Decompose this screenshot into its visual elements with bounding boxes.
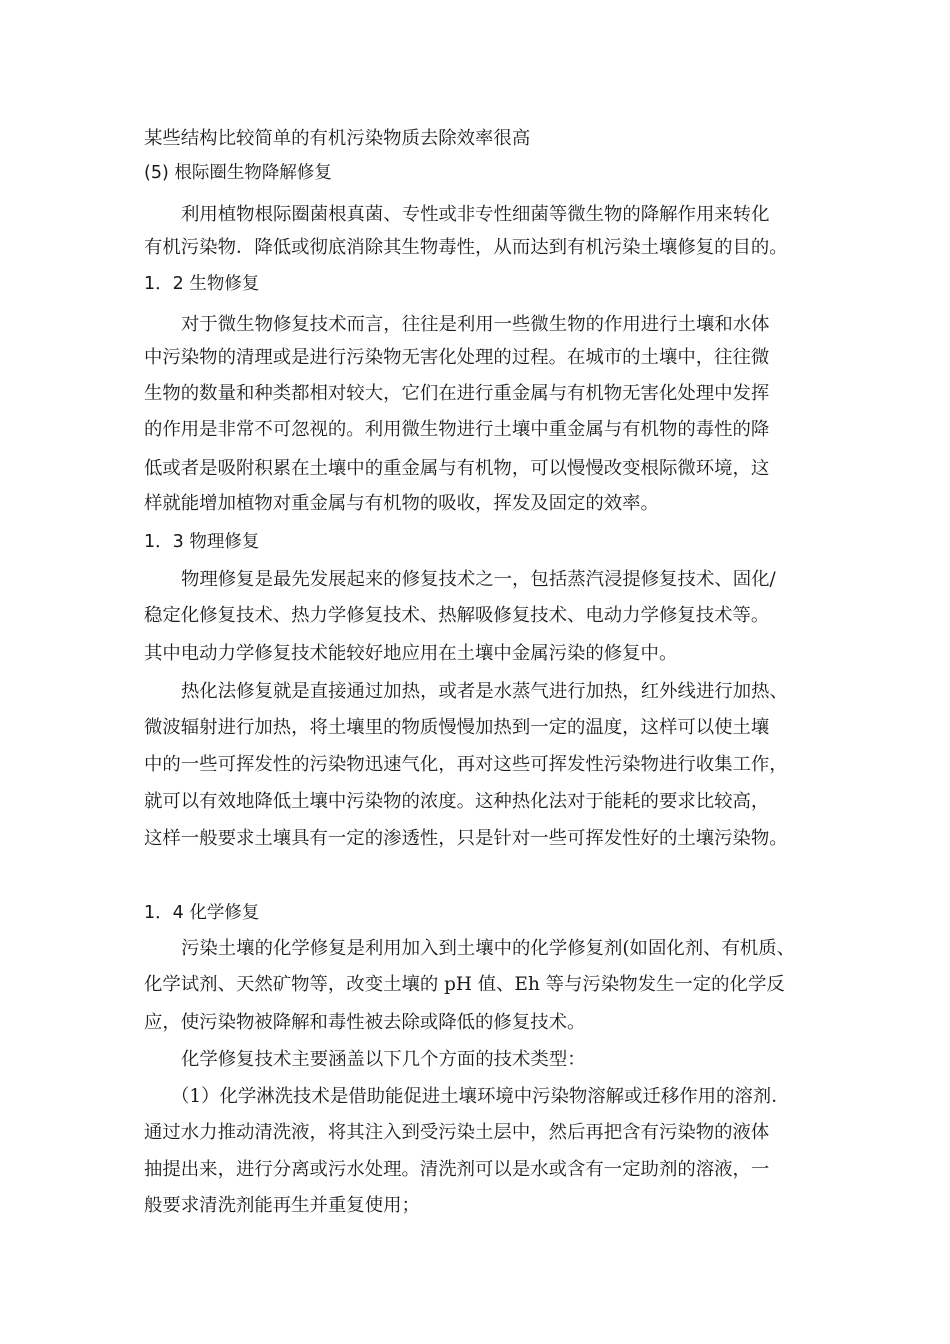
text-line: 有机污染物．降低或彻底消除其生物毒性，从而达到有机污染土壤修复的目的。 [144, 237, 788, 258]
section-heading-1-2: 1．2 生物修复 [144, 274, 260, 294]
text-line: 热化法修复就是直接通过加热，或者是水蒸气进行加热，红外线进行加热、 [181, 681, 788, 702]
text-line: 利用植物根际圈菌根真菌、专性或非专性细菌等微生物的降解作用来转化 [181, 204, 770, 225]
section-heading-5: (5) 根际圈生物降解修复 [144, 163, 332, 183]
text-line: 对于微生物修复技术而言，往往是利用一些微生物的作用进行土壤和水体 [181, 314, 770, 335]
text-line: 生物的数量和种类都相对较大，它们在进行重金属与有机物无害化处理中发挥 [144, 383, 770, 404]
text-line: 物理修复是最先发展起来的修复技术之一，包括蒸汽浸提修复技术、固化/ [181, 569, 776, 590]
text-line: 应，使污染物被降解和毒性被去除或降低的修复技术。 [144, 1012, 586, 1033]
text-line: 微波辐射进行加热，将土壤里的物质慢慢加热到一定的温度，这样可以使土壤 [144, 717, 770, 738]
text-line: 污染土壤的化学修复是利用加入到土壤中的化学修复剂(如固化剂、有机质、 [181, 938, 796, 959]
text-line: 般要求清洗剂能再生并重复使用； [144, 1195, 420, 1216]
section-heading-1-3: 1．3 物理修复 [144, 532, 260, 552]
text-line: 其中电动力学修复技术能较好地应用在土壤中金属污染的修复中。 [144, 643, 678, 664]
text-line: 中的一些可挥发性的污染物迅速气化，再对这些可挥发性污染物进行收集工作， [144, 754, 788, 775]
text-line: 中污染物的清理或是进行污染物无害化处理的过程。在城市的土壤中，往往微 [144, 347, 770, 368]
text-line: 稳定化修复技术、热力学修复技术、热解吸修复技术、电动力学修复技术等。 [144, 605, 770, 626]
text-line: 低或者是吸附积累在土壤中的重金属与有机物，可以慢慢改变根际微环境，这 [144, 458, 770, 479]
text-line: 化学试剂、天然矿物等，改变土壤的 pH 值、Eh 等与污染物发生一定的化学反 [144, 974, 785, 995]
list-item-1: （1）化学淋洗技术是借助能促进土壤环境中污染物溶解或迁移作用的溶剂． [171, 1086, 790, 1107]
text-line: 抽提出来，进行分离或污水处理。清洗剂可以是水或含有一定助剂的溶液，一 [144, 1159, 770, 1180]
text-line: 化学修复技术主要涵盖以下几个方面的技术类型： [181, 1049, 586, 1070]
text-line: 就可以有效地降低土壤中污染物的浓度。这种热化法对于能耗的要求比较高， [144, 791, 770, 812]
text-line: 这样一般要求土壤具有一定的渗透性，只是针对一些可挥发性好的土壤污染物。 [144, 828, 788, 849]
text-line: 某些结构比较简单的有机污染物质去除效率很高 [144, 128, 531, 149]
section-heading-1-4: 1．4 化学修复 [144, 903, 260, 923]
text-line: 样就能增加植物对重金属与有机物的吸收，挥发及固定的效率。 [144, 493, 659, 514]
text-line: 通过水力推动清洗液，将其注入到受污染土层中，然后再把含有污染物的液体 [144, 1122, 770, 1143]
text-line: 的作用是非常不可忽视的。利用微生物进行土壤中重金属与有机物的毒性的降 [144, 419, 770, 440]
